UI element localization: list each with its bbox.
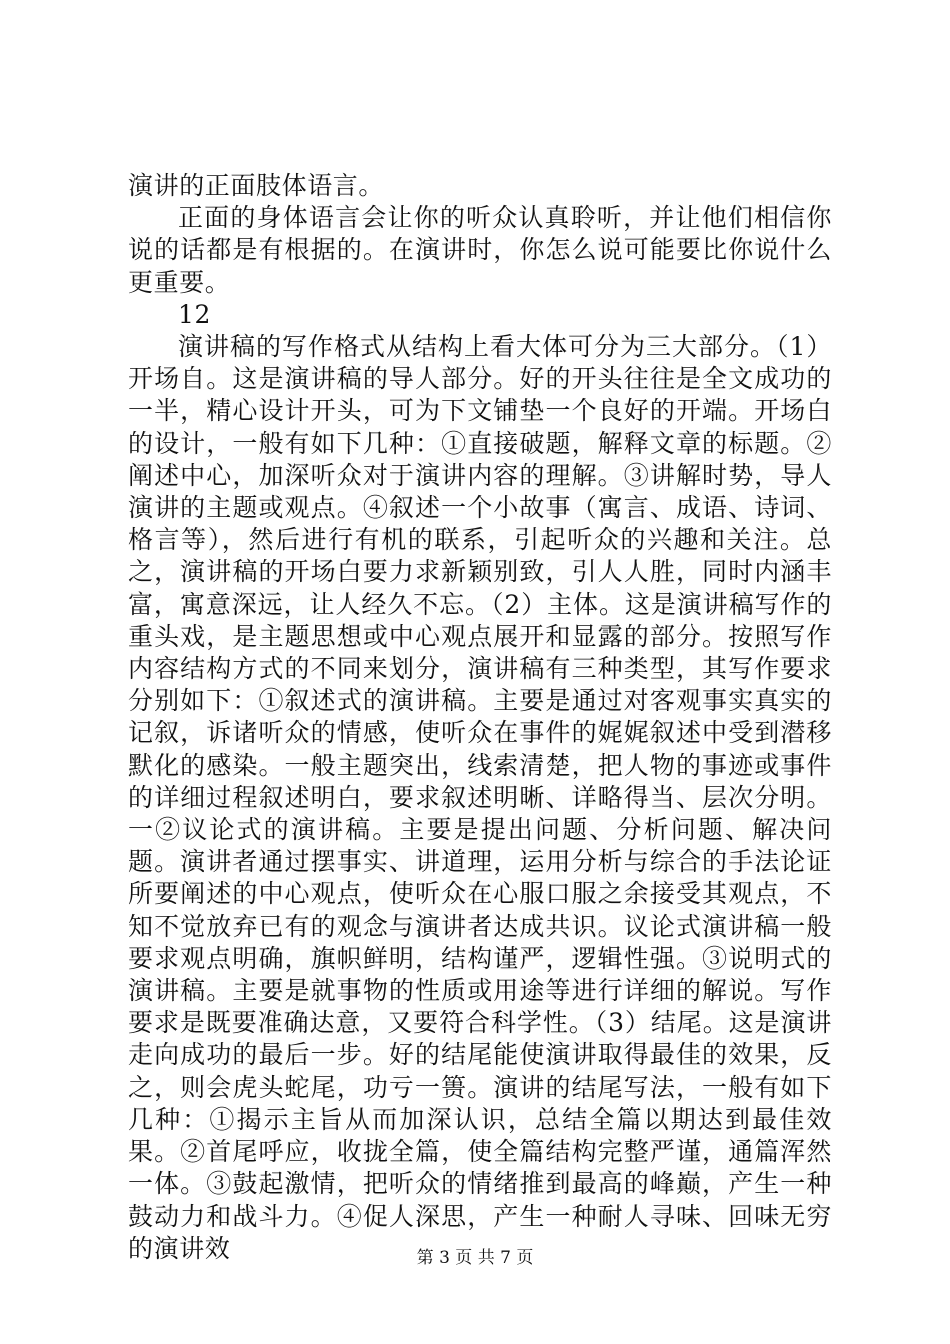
section-number: 12 bbox=[178, 299, 212, 329]
page-footer: 第 3 页 共 7 页 bbox=[416, 1248, 534, 1268]
paragraph-speech-structure: 演讲稿的写作格式从结构上看大体可分为三大部分。（1）开场自。这是演讲稿的导人部分。好的开头往往是全文成功的一半，精心设计开头，可为下文铺垫一个良好的开端。开场白的设计，一般有如下几种：①直接破题，解释文章的标题。②阐述中心，加深听众对于演讲内容的理解。③讲解时势，导人演讲的主题或观点。④叙述一个小故事（寓言、成语、诗词、格言等），然后进行有机的联系，引起听众的兴趣和关注。总之，演讲稿的开场白要力求新颖别致，引人人胜，同时内涵丰富，寓意深远，让人经久不忘。（2）主体。这是演讲稿写作的重头戏，是主题思想或中心观点展开和显露的部分。按照写作内容结构方式的不同来划分，演讲稿有三种类型，其写作要求分别如下：①叙述式的演讲稿。主要是通过对客观事实真实的记叙，诉诸听众的情感，使听众在事件的娓娓叙述中受到潜移默化的感染。一般主题突出，线索清楚，把人物的事迹或事件的详细过程叙述明白，要求叙述明晰、详略得当、层次分明。一②议论式的演讲稿。主要是提出问题、分析问题、解决问题。演讲者通过摆事实、讲道理，运用分析与综合的手法论证所要阐述的中心观点，使听众在心服口服之余接受其观点，不知不觉放弃已有的观念与演讲者达成共识。议论式演讲稿一般要求观点明确，旗帜鲜明，结构谨严，逻辑性强。③说明式的演讲稿。主要是就事物的性质或用途等进行详细的解说。写作要求是既要准确达意，又要符合科学性。（3）结尾。这是演讲走向成功的最后一步。好的结尾能使演讲取得最佳的效果，反之，则会虎头蛇尾，功亏一篑。演讲的结尾写法，一般有如下几种：①揭示主旨从而加深认识，总结全篇以期达到最佳效果。②首尾呼应，收拢全篇，使全篇结构完整严谨，通篇浑然一体。③鼓起激情，把听众的情绪推到最高的峰巅，产生一种鼓动力和战斗力。④促人深思，产生一种耐人寻味、回味无穷的演讲效 bbox=[128, 332, 832, 1263]
paragraph-continuation: 演讲的正面肢体语言。 bbox=[128, 171, 385, 200]
document-body bbox=[128, 170, 832, 1265]
paragraph-body-language: 正面的身体语言会让你的听众认真聆听，并让他们相信你说的话都是有根据的。在演讲时，你怎么说可能要比你说什么更重要。 bbox=[128, 203, 832, 297]
